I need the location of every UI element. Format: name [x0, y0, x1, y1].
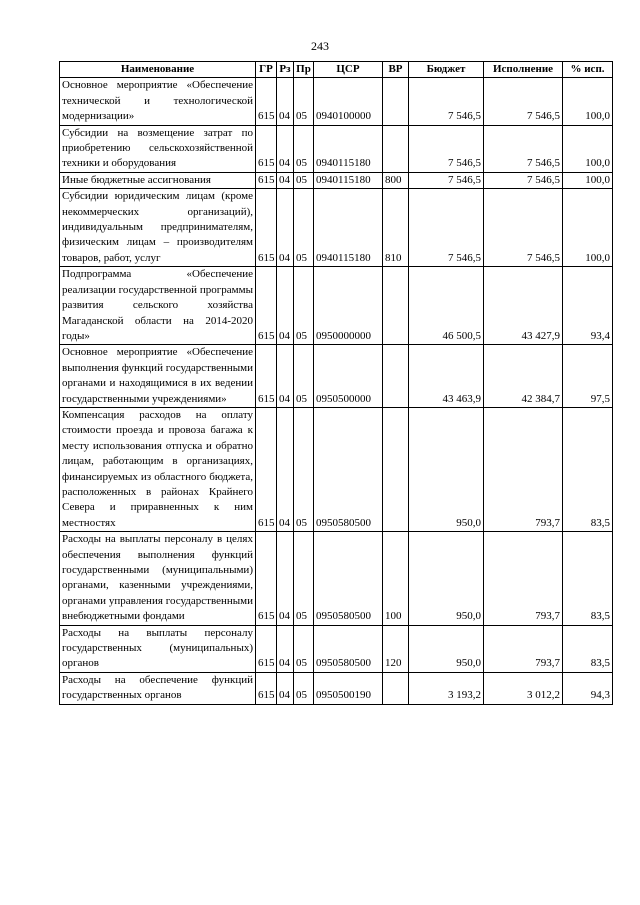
row-percent: 100,0 — [563, 125, 613, 172]
row-vr: 800 — [383, 172, 409, 188]
header-name: Наименование — [60, 62, 256, 78]
table-row — [60, 267, 613, 345]
row-pr: 05 — [294, 78, 314, 125]
row-vr — [383, 672, 409, 704]
header-vr: ВР — [383, 62, 409, 78]
row-pr: 05 — [294, 189, 314, 267]
row-execution: 793,7 — [484, 407, 563, 531]
row-vr — [383, 345, 409, 408]
table-header-row — [60, 62, 613, 78]
row-pr: 05 — [294, 532, 314, 625]
row-percent: 100,0 — [563, 78, 613, 125]
row-pr: 05 — [294, 172, 314, 188]
row-pr: 05 — [294, 625, 314, 672]
row-name: Расходы на выплаты персоналу государственных (муниципальных) органов — [60, 625, 256, 672]
header-percent: % исп. — [563, 62, 613, 78]
row-execution: 43 427,9 — [484, 267, 563, 345]
row-percent: 83,5 — [563, 625, 613, 672]
header-execution: Исполнение — [484, 62, 563, 78]
row-budget: 7 546,5 — [409, 125, 484, 172]
row-rz: 04 — [277, 172, 294, 188]
row-execution: 793,7 — [484, 532, 563, 625]
row-budget: 46 500,5 — [409, 267, 484, 345]
row-rz: 04 — [277, 267, 294, 345]
budget-execution-table — [59, 61, 613, 705]
table-row — [60, 189, 613, 267]
row-gr: 615 — [256, 532, 277, 625]
row-vr — [383, 407, 409, 531]
row-gr: 615 — [256, 672, 277, 704]
row-percent: 97,5 — [563, 345, 613, 408]
row-csr: 0950580500 — [314, 625, 383, 672]
row-vr — [383, 125, 409, 172]
row-name: Субсидии юридическим лицам (кроме некоммерческих организаций), индивидуальным предпринимателям, физическим лицам – производителям товаров, работ, услуг — [60, 189, 256, 267]
row-vr: 120 — [383, 625, 409, 672]
row-gr: 615 — [256, 345, 277, 408]
row-gr: 615 — [256, 267, 277, 345]
row-budget: 950,0 — [409, 625, 484, 672]
row-execution: 7 546,5 — [484, 125, 563, 172]
row-pr: 05 — [294, 672, 314, 704]
row-rz: 04 — [277, 532, 294, 625]
row-gr: 615 — [256, 189, 277, 267]
row-pr: 05 — [294, 407, 314, 531]
row-gr: 615 — [256, 172, 277, 188]
row-execution: 3 012,2 — [484, 672, 563, 704]
row-rz: 04 — [277, 345, 294, 408]
row-execution: 7 546,5 — [484, 189, 563, 267]
row-csr: 0950580500 — [314, 532, 383, 625]
row-budget: 950,0 — [409, 407, 484, 531]
table-row — [60, 125, 613, 172]
row-name: Расходы на выплаты персоналу в целях обеспечения выполнения функций государственными (муниципальными) органами, казенными учреждениями, органами управления государственными внебюджетными фондами — [60, 532, 256, 625]
table-row — [60, 407, 613, 531]
row-rz: 04 — [277, 78, 294, 125]
row-percent: 94,3 — [563, 672, 613, 704]
header-csr: ЦСР — [314, 62, 383, 78]
row-name: Компенсация расходов на оплату стоимости проезда и провоза багажа к месту использования отпуска и обратно лицам, работающим в организациях, финансируемых из областного бюджета, расположенных в районах Крайнего Севера и приравненных к ним местностях — [60, 407, 256, 531]
table-row — [60, 625, 613, 672]
header-gr: ГР — [256, 62, 277, 78]
row-rz: 04 — [277, 625, 294, 672]
row-gr: 615 — [256, 78, 277, 125]
table-row — [60, 172, 613, 188]
header-budget: Бюджет — [409, 62, 484, 78]
row-budget: 7 546,5 — [409, 78, 484, 125]
row-budget: 7 546,5 — [409, 189, 484, 267]
table-row — [60, 345, 613, 408]
row-budget: 950,0 — [409, 532, 484, 625]
row-name: Субсидии на возмещение затрат по приобретению сельскохозяйственной техники и оборудования — [60, 125, 256, 172]
row-rz: 04 — [277, 672, 294, 704]
row-name: Иные бюджетные ассигнования — [60, 172, 256, 188]
row-rz: 04 — [277, 125, 294, 172]
row-vr — [383, 267, 409, 345]
row-pr: 05 — [294, 125, 314, 172]
row-percent: 93,4 — [563, 267, 613, 345]
header-pr: Пр — [294, 62, 314, 78]
row-execution: 7 546,5 — [484, 78, 563, 125]
table-row — [60, 532, 613, 625]
row-pr: 05 — [294, 267, 314, 345]
row-rz: 04 — [277, 407, 294, 531]
row-csr: 0940115180 — [314, 172, 383, 188]
row-name: Основное мероприятие «Обеспечение технической и технологической модернизации» — [60, 78, 256, 125]
row-name: Расходы на обеспечение функций государственных органов — [60, 672, 256, 704]
row-gr: 615 — [256, 125, 277, 172]
row-csr: 0940115180 — [314, 189, 383, 267]
row-name: Подпрограмма «Обеспечение реализации государственной программы развития сельского хозяйства Магаданской области на 2014-2020 годы» — [60, 267, 256, 345]
row-execution: 42 384,7 — [484, 345, 563, 408]
row-vr — [383, 78, 409, 125]
header-rz: Рз — [277, 62, 294, 78]
row-name: Основное мероприятие «Обеспечение выполнения функций государственными органами и находящимися в их ведении государственными учреждениями» — [60, 345, 256, 408]
row-percent: 100,0 — [563, 172, 613, 188]
row-gr: 615 — [256, 407, 277, 531]
row-percent: 83,5 — [563, 407, 613, 531]
row-budget: 7 546,5 — [409, 172, 484, 188]
page-number: 243 — [311, 39, 329, 53]
row-rz: 04 — [277, 189, 294, 267]
row-budget: 43 463,9 — [409, 345, 484, 408]
row-csr: 0950580500 — [314, 407, 383, 531]
row-csr: 0940115180 — [314, 125, 383, 172]
row-csr: 0940100000 — [314, 78, 383, 125]
row-percent: 100,0 — [563, 189, 613, 267]
table-row — [60, 672, 613, 704]
row-gr: 615 — [256, 625, 277, 672]
row-vr: 100 — [383, 532, 409, 625]
row-vr: 810 — [383, 189, 409, 267]
row-csr: 0950500190 — [314, 672, 383, 704]
row-percent: 83,5 — [563, 532, 613, 625]
row-pr: 05 — [294, 345, 314, 408]
row-budget: 3 193,2 — [409, 672, 484, 704]
table-row — [60, 78, 613, 125]
row-execution: 7 546,5 — [484, 172, 563, 188]
row-csr: 0950000000 — [314, 267, 383, 345]
row-execution: 793,7 — [484, 625, 563, 672]
row-csr: 0950500000 — [314, 345, 383, 408]
